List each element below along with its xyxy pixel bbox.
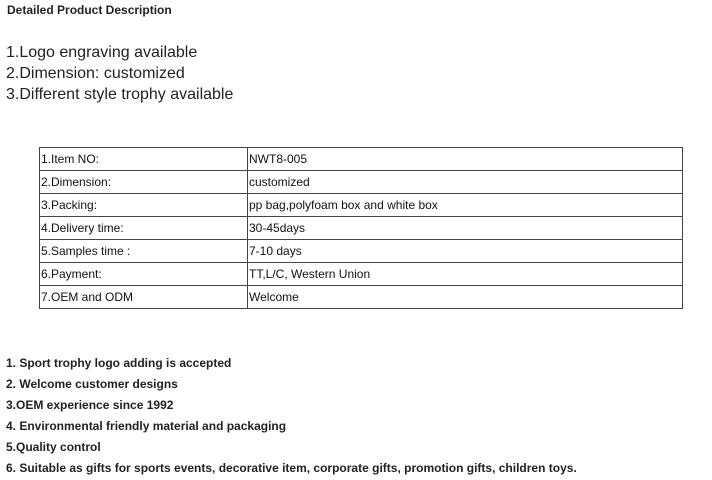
feature-item: 2.Dimension: customized <box>6 65 185 82</box>
spec-label: 7.OEM and ODM <box>40 286 248 309</box>
spec-label: 3.Packing: <box>40 194 248 217</box>
spec-value: 30-45days <box>248 217 683 240</box>
feature-list <box>6 42 233 105</box>
spec-value: NWT8-005 <box>248 148 683 171</box>
notes-list <box>6 353 577 479</box>
spec-value: pp bag,polyfoam box and white box <box>248 194 683 217</box>
note-item: 3.OEM experience since 1992 <box>6 398 174 412</box>
table-row <box>40 240 683 263</box>
table-row <box>40 194 683 217</box>
note-item: 5.Quality control <box>6 440 101 454</box>
spec-label: 2.Dimension: <box>40 171 248 194</box>
table-row <box>40 171 683 194</box>
spec-value: 7-10 days <box>248 240 683 263</box>
spec-label: 5.Samples time : <box>40 240 248 263</box>
spec-label: 1.Item NO: <box>40 148 248 171</box>
feature-item: 3.Different style trophy available <box>6 86 234 103</box>
feature-item: 1.Logo engraving available <box>6 44 198 61</box>
spec-label: 6.Payment: <box>40 263 248 286</box>
note-item: 2. Welcome customer designs <box>6 377 178 391</box>
table-row <box>40 148 683 171</box>
spec-value: customized <box>248 171 683 194</box>
note-item: 6. Suitable as gifts for sports events, decorative item, corporate gifts, promotion gifts, children toys. <box>6 461 577 475</box>
spec-label: 4.Delivery time: <box>40 217 248 240</box>
table-row <box>40 286 683 309</box>
page-title: Detailed Product Description <box>7 3 172 17</box>
spec-table <box>39 147 683 309</box>
note-item: 4. Environmental friendly material and packaging <box>6 419 287 433</box>
spec-value: Welcome <box>248 286 683 309</box>
table-row <box>40 217 683 240</box>
table-row <box>40 263 683 286</box>
spec-value: TT,L/C, Western Union <box>248 263 683 286</box>
note-item: 1. Sport trophy logo adding is accepted <box>6 356 232 370</box>
